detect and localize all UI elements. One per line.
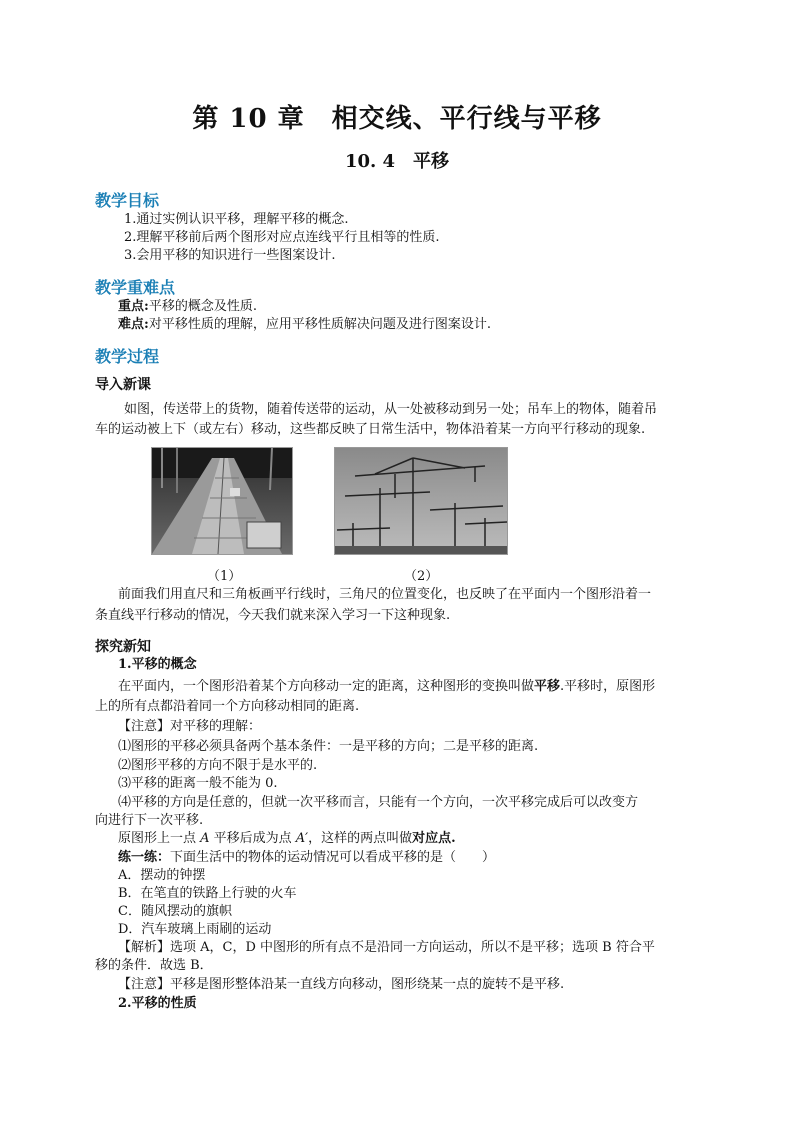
corresponding-points-term: 对应点. [412,831,456,846]
difficult-point [118,316,491,334]
intro-heading: 导入新课 [95,377,151,393]
key-point [118,298,257,316]
figure-2-caption: （2） [404,569,439,584]
definition-text-a: 在平面内，一个图形沿着某个方向移动一定的距离，这种图形的变换叫做 [118,679,535,694]
point-a-prime: A′ [295,831,309,846]
concept-definition-line-1 [118,678,655,696]
point-a: A [200,831,210,846]
note-point-4-line-1: ⑷平移的方向是任意的，但就一次平移而言，只能有一个方向，一次平移完成后可以改变方 [118,795,639,810]
conveyor-belt-image [152,448,292,554]
definition-term: 平移 [534,679,561,694]
tower-cranes-image [335,448,507,554]
option-c: C．随风摆动的旗帜 [118,904,232,919]
note-point-4-line-2: 向进行下一次平移. [95,813,204,828]
exercise-text: 下面生活中的物体的运动情况可以看成平移的是（ ） [170,850,496,865]
note-point-3: ⑶平移的距离一般不能为 0. [118,776,278,791]
note-2: 【注意】平移是图形整体沿某一直线方向移动，图形绕某一点的旋转不是平移. [118,977,565,992]
key-label: 重点: [118,299,149,314]
figure-1-caption: （1） [207,569,242,584]
option-d: D．汽车玻璃上雨刷的运动 [118,922,272,937]
concept-section-title: 1.平移的概念 [118,657,197,672]
analysis-label: 【解析】 [118,940,171,955]
option-a: A．摆动的钟摆 [118,868,206,883]
exercise-question [118,849,495,867]
intro-paragraph-2-line-2: 条直线平行移动的情况，今天我们就来深入学习一下这种现象. [95,608,451,623]
intro-paragraph-2-line-1: 前面我们用直尺和三角板画平行线时，三角尺的位置变化，也反映了在平面内一个图形沿着一 [118,587,652,602]
goal-item-2: 2.理解平移前后两个图形对应点连线平行且相等的性质. [124,230,440,245]
difficult-text: 对平移性质的理解，应用平移性质解决问题及进行图案设计. [148,317,491,332]
difficult-label: 难点: [118,317,149,332]
note-point-2: ⑵图形平移的方向不限于是水平的. [118,758,318,773]
corresponding-points-line [118,830,456,848]
goal-item-3: 3.会用平移的知识进行一些图案设计. [124,248,336,263]
note-point-1: ⑴图形的平移必须具备两个基本条件：一是平移的方向；二是平移的距离. [118,739,539,754]
corr-text-c: ，这样的两点叫做 [308,831,413,846]
corr-text-b: 平移后成为点 [209,831,296,846]
chapter-title: 第 10 章 相交线、平行线与平移 [192,104,602,134]
option-b: B．在笔直的铁路上行驶的火车 [118,886,297,901]
corr-text-a: 原图形上一点 [118,831,201,846]
intro-paragraph-line-2: 车的运动被上下（或左右）移动，这些都反映了日常生活中，物体沿着某一方向平行移动的现象. [95,422,646,437]
analysis-text: 选项 A，C，D 中图形的所有点不是沿同一方向运动，所以不是平移；选项 B 符合平 [170,940,655,955]
goal-item-1: 1.通过实例认识平移，理解平移的概念. [124,212,349,227]
analysis-line-2: 移的条件．故选 B． [95,958,213,973]
process-heading: 教学过程 [95,347,160,366]
key-text: 平移的概念及性质. [148,299,257,314]
goals-heading: 教学目标 [95,191,160,210]
conveyor-belt-photo [151,447,293,555]
concept-definition-line-2: 上的所有点都沿着同一个方向移动相同的距离. [95,699,360,714]
definition-text-c: .平移时，原图形 [560,679,656,694]
intro-paragraph-line-1: 如图，传送带上的货物，随着传送带的运动，从一处被移动到另一处；吊车上的物体，随着吊 [124,402,658,417]
properties-section-title: 2.平移的性质 [118,996,197,1011]
note-1-heading: 【注意】对平移的理解： [118,719,262,734]
exercise-label: 练一练： [118,850,171,865]
keypoints-heading: 教学重难点 [95,278,176,297]
section-title: 10. 4 平移 [344,151,450,172]
tower-cranes-photo [334,447,508,555]
analysis-line-1 [118,939,655,957]
explore-heading: 探究新知 [95,639,151,655]
